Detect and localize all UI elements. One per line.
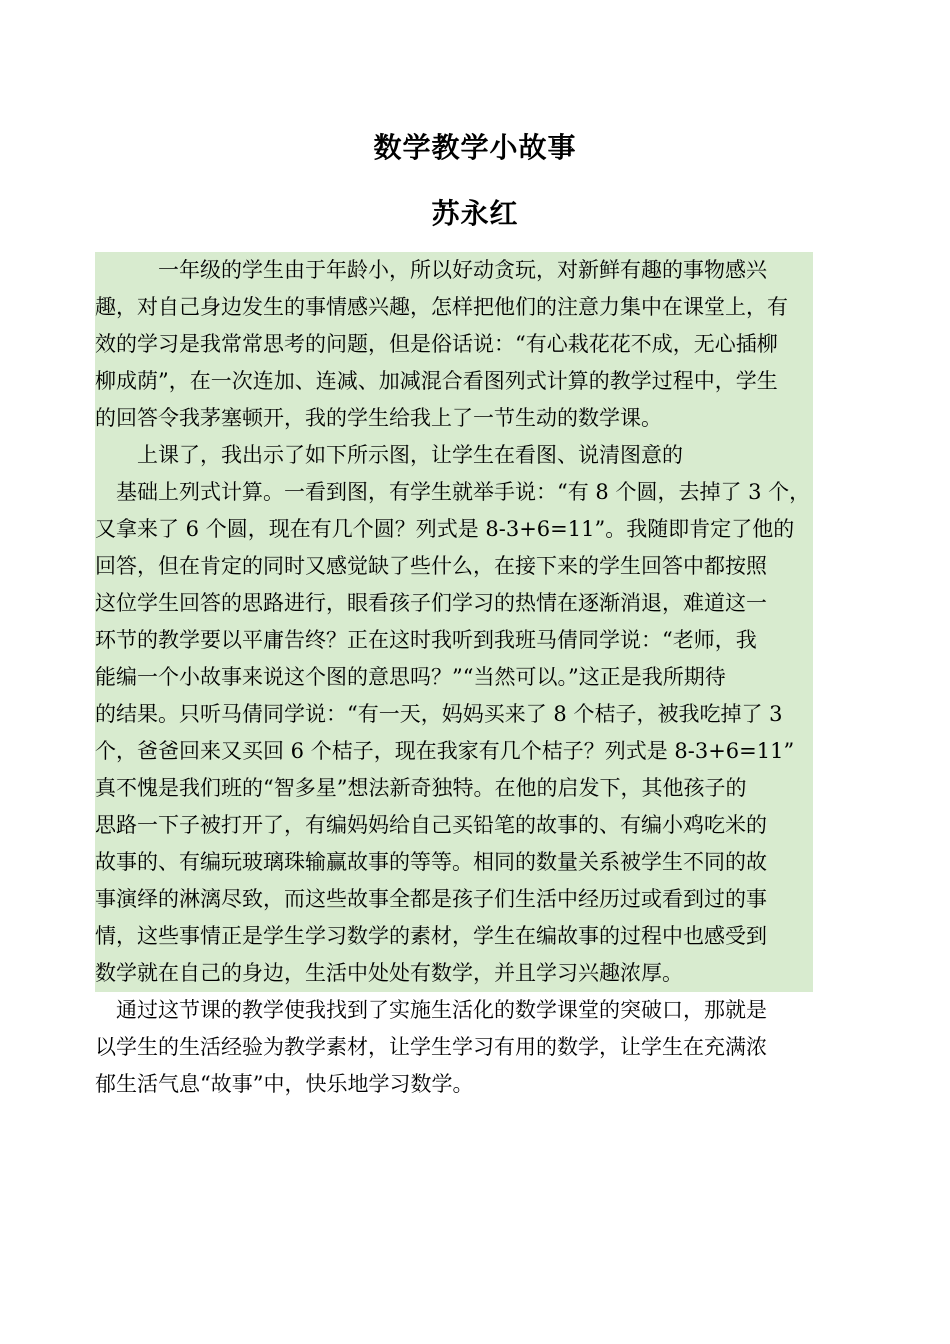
document-author: 苏永红 [431, 197, 519, 230]
paragraph-line: 事演绎的淋漓尽致，而这些故事全都是孩子们生活中经历过或看到过的事 [95, 881, 813, 918]
paragraph-line: 以学生的生活经验为教学素材，让学生学习有用的数学，让学生在充满浓 [95, 1035, 767, 1059]
paragraph-line: 趣，对自己身边发生的事情感兴趣，怎样把他们的注意力集中在课堂上，有 [95, 289, 813, 326]
paragraph-line: 的结果。只听马倩同学说：“有一天，妈妈买来了 8 个桔子，被我吃掉了 3 [95, 696, 813, 733]
paragraph-line: 这位学生回答的思路进行，眼看孩子们学习的热情在逐渐消退，难道这一 [95, 585, 813, 622]
paragraph-line: 一年级的学生由于年龄小，所以好动贪玩，对新鲜有趣的事物感兴 [95, 252, 813, 289]
paragraph-line: 个，爸爸回来又买回 6 个桔子，现在我家有几个桔子？列式是 8-3+6=11” [95, 733, 813, 770]
paragraph-line: 思路一下子被打开了，有编妈妈给自己买铅笔的故事的、有编小鸡吃米的 [95, 807, 813, 844]
document-title: 数学教学小故事 [373, 131, 577, 164]
paragraph-line: 的回答令我茅塞顿开，我的学生给我上了一节生动的数学课。 [95, 400, 813, 437]
paragraph-line: 情，这些事情正是学生学习数学的素材，学生在编故事的过程中也感受到 [95, 918, 813, 955]
paragraph-line: 郁生活气息“故事”中，快乐地学习数学。 [95, 1072, 474, 1096]
paragraph-line: 基础上列式计算。一看到图，有学生就举手说：“有 8 个圆，去掉了 3 个， [95, 474, 813, 511]
paragraph-line: 数学就在自己的身边，生活中处处有数学，并且学习兴趣浓厚。 [95, 955, 813, 992]
paragraph-line: 环节的教学要以平庸告终？正在这时我听到我班马倩同学说：“老师，我 [95, 622, 813, 659]
paragraph-line: 故事的、有编玩玻璃珠输赢故事的等等。相同的数量关系被学生不同的故 [95, 844, 813, 881]
paragraph-line: 又拿来了 6 个圆，现在有几个圆？列式是 8-3+6=11”。我随即肯定了他的 [95, 511, 813, 548]
paragraph-line: 柳成荫”，在一次连加、连减、加减混合看图列式计算的教学过程中，学生 [95, 363, 813, 400]
paragraph-line: 能编一个小故事来说这个图的意思吗？”“当然可以。”这正是我所期待 [95, 659, 813, 696]
paragraph-line: 回答，但在肯定的同时又感觉缺了些什么，在接下来的学生回答中都按照 [95, 548, 813, 585]
paragraph-line: 上课了，我出示了如下所示图，让学生在看图、说清图意的 [95, 437, 813, 474]
paragraph-line: 效的学习是我常常思考的问题，但是俗话说：“有心栽花花不成，无心插柳 [95, 326, 813, 363]
paragraph-line: 真不愧是我们班的“智多星”想法新奇独特。在他的启发下，其他孩子的 [95, 770, 813, 807]
paragraph-line: 通过这节课的教学使我找到了实施生活化的数学课堂的突破口，那就是 [95, 998, 767, 1022]
